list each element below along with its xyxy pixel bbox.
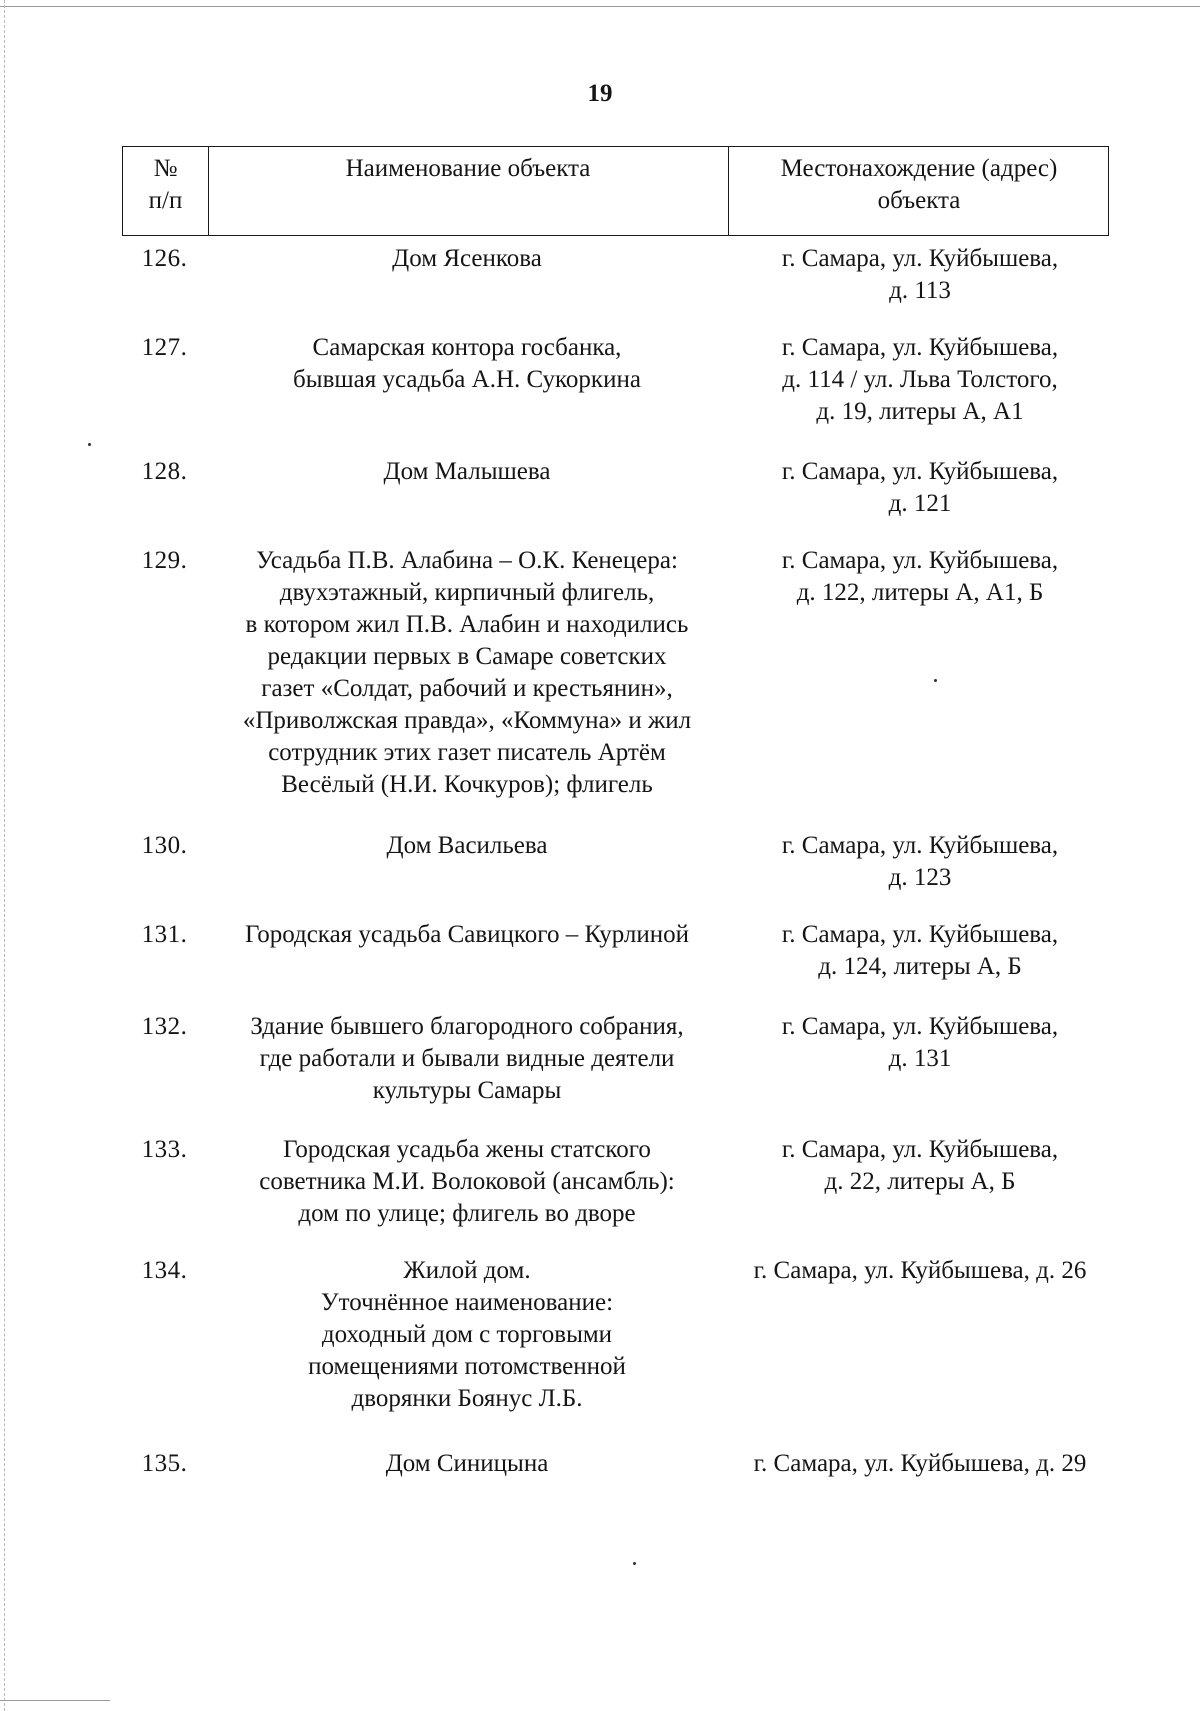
object-name-line: Дом Васильева xyxy=(386,832,548,859)
object-address-line: д. 113 xyxy=(889,277,951,304)
scan-edge-top xyxy=(0,6,1200,7)
object-name xyxy=(207,1448,727,1480)
object-name-line: бывшая усадьба А.Н. Сукоркина xyxy=(293,366,641,393)
object-address xyxy=(710,1134,1130,1198)
header-location-line: объекта xyxy=(877,187,961,214)
object-name xyxy=(207,1255,727,1415)
scan-speck xyxy=(88,443,91,446)
header-location-column xyxy=(728,153,1110,217)
object-name xyxy=(207,332,727,396)
object-address-line: г. Самара, ул. Куйбышева, xyxy=(781,1013,1059,1040)
header-number-line: № xyxy=(153,155,178,182)
object-name-line: Самарская контора госбанка, xyxy=(312,334,622,361)
object-address xyxy=(710,1255,1130,1287)
object-name-line: редакции первых в Самаре советских xyxy=(267,643,667,670)
object-name-line: Городская усадьба жены статского xyxy=(283,1136,651,1163)
object-address-line: г. Самара, ул. Куйбышева, д. 29 xyxy=(753,1450,1087,1477)
object-name-line: дом по улице; флигель во дворе xyxy=(298,1200,636,1227)
row-number: 133. xyxy=(141,1136,188,1163)
object-address xyxy=(710,919,1130,983)
object-name xyxy=(207,1134,727,1230)
row-number: 129. xyxy=(141,547,188,574)
object-name-line: Дом Ясенкова xyxy=(392,245,542,272)
object-name-line: дворянки Боянус Л.Б. xyxy=(351,1385,583,1412)
object-name-line: Дом Малышева xyxy=(383,458,551,485)
object-address xyxy=(710,243,1130,307)
object-name-line: «Приволжская правда», «Коммуна» и жил xyxy=(242,707,692,734)
object-name-line: двухэтажный, кирпичный флигель, xyxy=(279,579,655,606)
object-address-line: г. Самара, ул. Куйбышева, д. 26 xyxy=(753,1257,1087,1284)
object-name-line: Весёлый (Н.И. Кочкуров); флигель xyxy=(281,771,653,798)
object-name-line: Здание бывшего благородного собрания, xyxy=(250,1013,684,1040)
row-number: 135. xyxy=(141,1450,188,1477)
object-name xyxy=(207,243,727,275)
object-name xyxy=(207,1011,727,1107)
object-address xyxy=(710,545,1130,609)
row-number: 134. xyxy=(141,1257,188,1284)
object-name-line: Городская усадьба Савицкого – Курлиной xyxy=(244,921,690,948)
object-name-line: Усадьба П.В. Алабина – О.К. Кенецера: xyxy=(256,547,678,574)
scan-edge-left xyxy=(4,0,5,1711)
header-name-line: Наименование объекта xyxy=(345,155,591,182)
object-name-line: помещениями потомственной xyxy=(308,1353,626,1380)
scan-edge-bottom xyxy=(0,1700,110,1701)
object-address-line: д. 131 xyxy=(888,1045,952,1072)
object-address-line: д. 123 xyxy=(888,864,952,891)
object-name-line: доходный дом с торговыми xyxy=(321,1321,613,1348)
object-address-line: д. 22, литеры А, Б xyxy=(824,1168,1016,1195)
object-address-line: г. Самара, ул. Куйбышева, xyxy=(781,334,1059,361)
row-number: 128. xyxy=(141,458,188,485)
object-address-line: д. 19, литеры А, А1 xyxy=(816,398,1024,425)
object-name xyxy=(207,456,727,488)
object-address xyxy=(710,1448,1130,1480)
object-name-line: культуры Самары xyxy=(372,1077,562,1104)
object-address-line: д. 121 xyxy=(888,490,952,517)
object-address-line: г. Самара, ул. Куйбышева, xyxy=(781,245,1059,272)
row-number: 131. xyxy=(141,921,188,948)
object-address-line: д. 114 / ул. Льва Толстого, xyxy=(782,366,1058,393)
object-name-line: Уточнённое наименование: xyxy=(320,1289,614,1316)
scan-speck xyxy=(934,679,937,682)
object-name-line: в котором жил П.В. Алабин и находились xyxy=(245,611,689,638)
row-number: 130. xyxy=(141,832,188,859)
object-address-line: д. 124, литеры А, Б xyxy=(818,953,1022,980)
object-name xyxy=(207,830,727,862)
row-number: 132. xyxy=(141,1013,188,1040)
header-number-line: п/п xyxy=(148,187,183,214)
row-number: 126. xyxy=(141,245,188,272)
object-name-line: газет «Солдат, рабочий и крестьянин», xyxy=(261,675,673,702)
object-address-line: г. Самара, ул. Куйбышева, xyxy=(781,547,1059,574)
object-name xyxy=(207,545,727,801)
row-number: 127. xyxy=(141,334,188,361)
header-number-column xyxy=(123,153,208,217)
object-name xyxy=(207,919,727,951)
object-name-line: сотрудник этих газет писатель Артём xyxy=(268,739,666,766)
object-address-line: д. 122, литеры А, А1, Б xyxy=(796,579,1044,606)
object-name-line: советника М.И. Волоковой (ансамбль): xyxy=(259,1168,675,1195)
table-header xyxy=(122,146,1109,236)
object-address-line: г. Самара, ул. Куйбышева, xyxy=(781,921,1059,948)
object-address-line: г. Самара, ул. Куйбышева, xyxy=(781,458,1059,485)
object-address-line: г. Самара, ул. Куйбышева, xyxy=(781,1136,1059,1163)
object-name-line: Жилой дом. xyxy=(403,1257,531,1284)
object-address xyxy=(710,830,1130,894)
object-address xyxy=(710,1011,1130,1075)
header-location-line: Местонахождение (адрес) xyxy=(780,155,1058,182)
object-name-line: где работали и бывали видные деятели xyxy=(259,1045,675,1072)
object-address xyxy=(710,332,1130,428)
header-name-column xyxy=(208,153,728,185)
page-number: 19 xyxy=(587,80,613,107)
object-address xyxy=(710,456,1130,520)
scan-speck xyxy=(633,1562,636,1565)
object-name-line: Дом Синицына xyxy=(385,1450,549,1477)
object-address-line: г. Самара, ул. Куйбышева, xyxy=(781,832,1059,859)
